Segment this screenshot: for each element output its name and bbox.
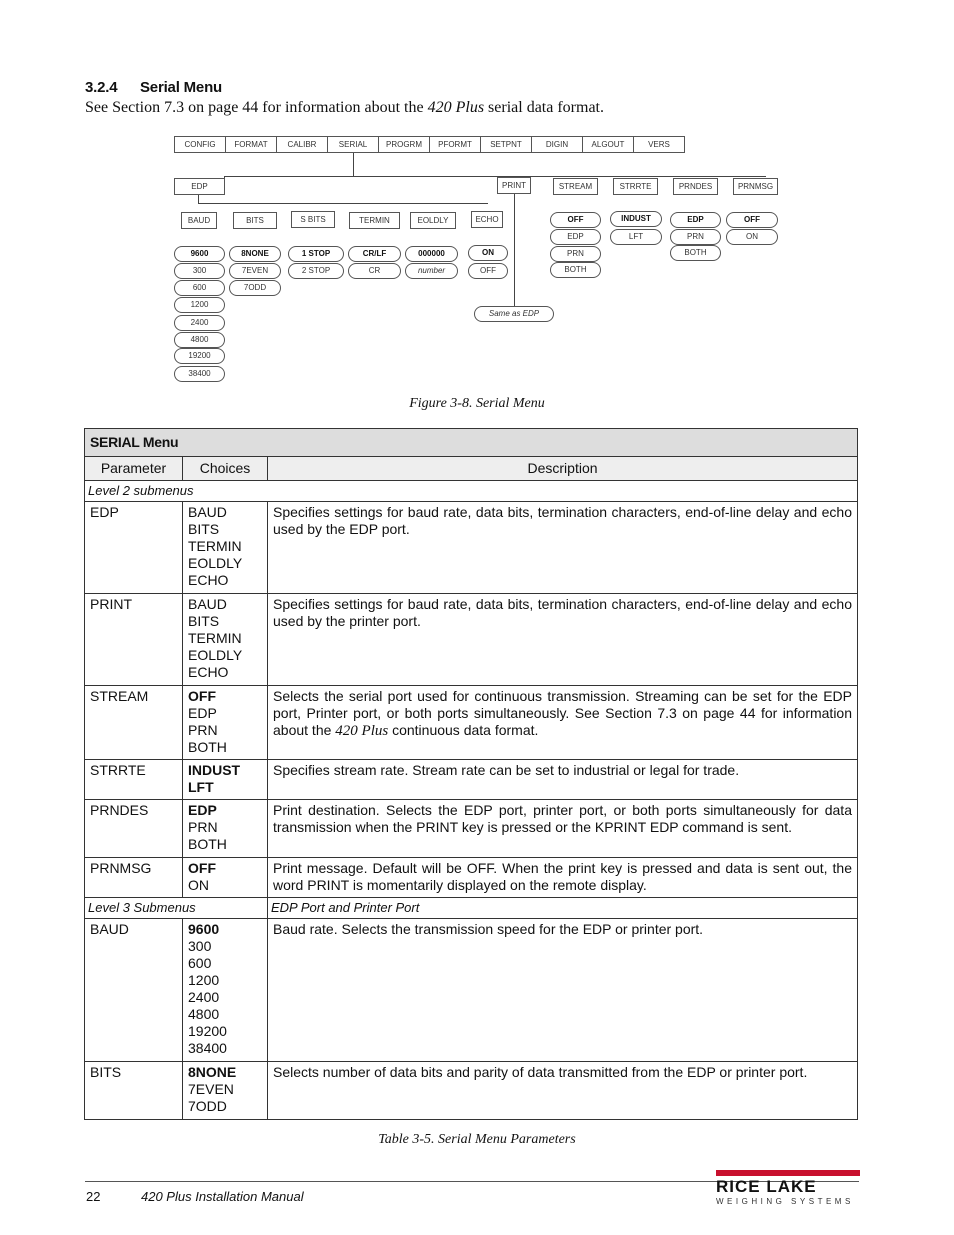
logo-name: RICE LAKE bbox=[716, 1177, 817, 1196]
choice: EOLDLY bbox=[188, 555, 243, 571]
description-text-end: continuous data format. bbox=[388, 722, 539, 738]
level2-strrte: STRRTE bbox=[613, 178, 658, 195]
choices-cell bbox=[183, 800, 268, 858]
description-text: Selects the serial port used for continuous transmission. Streaming can be set for the EDP port, Printer port, or both ports simultaneously. See Section 7.3 on page 44 for information about the bbox=[273, 688, 852, 738]
table-row bbox=[85, 594, 858, 686]
level3-sbits: S BITS bbox=[291, 211, 335, 228]
connector-line bbox=[224, 176, 766, 177]
menu-config: CONFIG bbox=[174, 136, 226, 153]
menu-format: FORMAT bbox=[225, 136, 277, 153]
manual-title: 420 Plus Installation Manual bbox=[141, 1189, 304, 1204]
prndes-option: BOTH bbox=[670, 245, 721, 261]
stream-option: EDP bbox=[550, 229, 601, 245]
header-description: Description bbox=[268, 457, 858, 481]
level2-edp: EDP bbox=[174, 178, 225, 195]
sbits-option: 1 STOP bbox=[288, 246, 344, 262]
choice-default: LFT bbox=[188, 779, 214, 795]
rice-lake-logo bbox=[716, 1170, 860, 1206]
table-row bbox=[85, 502, 858, 594]
baud-option: 2400 bbox=[174, 315, 225, 331]
choice: BITS bbox=[188, 613, 220, 629]
table-header-row bbox=[85, 457, 858, 481]
choice: EDP bbox=[188, 705, 217, 721]
strrte-option: LFT bbox=[610, 229, 662, 245]
level3-termin: TERMIN bbox=[349, 212, 400, 229]
table-row bbox=[85, 800, 858, 858]
echo-option: ON bbox=[468, 245, 508, 261]
description-cell: Specifies settings for baud rate, data bits, termination characters, end-of-line delay and echo used by the EDP port. bbox=[268, 502, 858, 594]
table-title-row bbox=[85, 429, 858, 457]
choice-default: 9600 bbox=[188, 921, 220, 937]
strrte-option: INDUST bbox=[610, 211, 662, 227]
choice: 1200 bbox=[188, 972, 220, 988]
logo-bar bbox=[716, 1170, 860, 1176]
baud-option: 19200 bbox=[174, 348, 225, 364]
bits-option: 8NONE bbox=[229, 246, 281, 262]
choice-default: INDUST bbox=[188, 762, 241, 778]
choice: 7ODD bbox=[188, 1098, 227, 1114]
menu-setpnt: SETPNT bbox=[480, 136, 532, 153]
baud-option: 600 bbox=[174, 280, 225, 296]
choice: BAUD bbox=[188, 596, 227, 612]
connector-line bbox=[198, 203, 488, 204]
choice: TERMIN bbox=[188, 630, 242, 646]
prndes-option: EDP bbox=[670, 212, 721, 228]
choice: 600 bbox=[188, 955, 212, 971]
param-cell: PRNMSG bbox=[85, 858, 183, 898]
description-cell: Selects number of data bits and parity of data transmitted from the EDP or printer port. bbox=[268, 1062, 858, 1120]
stream-option: OFF bbox=[550, 212, 601, 228]
choice: 38400 bbox=[188, 1040, 227, 1056]
menu-progrm: PROGRM bbox=[378, 136, 430, 153]
level2-prndes: PRNDES bbox=[673, 178, 718, 195]
connector-line bbox=[353, 153, 354, 177]
description-cell bbox=[268, 686, 858, 760]
level2-label: Level 2 submenus bbox=[85, 481, 858, 502]
param-cell: BAUD bbox=[85, 919, 183, 1062]
choices-cell bbox=[183, 594, 268, 686]
table-row bbox=[85, 686, 858, 760]
page-number: 22 bbox=[86, 1189, 101, 1204]
description-cell: Specifies settings for baud rate, data bits, termination characters, end-of-line delay and echo used by the printer port. bbox=[268, 594, 858, 686]
section-heading bbox=[85, 79, 222, 96]
bits-option: 7ODD bbox=[229, 280, 281, 296]
choice: BOTH bbox=[188, 739, 227, 755]
baud-option: 300 bbox=[174, 263, 225, 279]
choice-default: 8NONE bbox=[188, 1064, 237, 1080]
choices-cell bbox=[183, 858, 268, 898]
level3-description: EDP Port and Printer Port bbox=[268, 898, 858, 919]
level3-bits: BITS bbox=[233, 212, 277, 229]
choice: PRN bbox=[188, 722, 218, 738]
choice: 7EVEN bbox=[188, 1081, 234, 1097]
choice: ECHO bbox=[188, 664, 229, 680]
header-parameter: Parameter bbox=[85, 457, 183, 481]
description-product-name: 420 Plus bbox=[335, 723, 389, 739]
baud-option: 4800 bbox=[174, 332, 225, 348]
intro-paragraph bbox=[85, 99, 604, 117]
level2-prnmsg: PRNMSG bbox=[733, 178, 778, 195]
figure-caption: Figure 3-8. Serial Menu bbox=[409, 396, 545, 411]
choices-cell bbox=[183, 686, 268, 760]
intro-product-name: 420 Plus bbox=[427, 99, 485, 116]
param-cell: STRRTE bbox=[85, 760, 183, 800]
param-cell: PRNDES bbox=[85, 800, 183, 858]
bits-option: 7EVEN bbox=[229, 263, 281, 279]
sbits-option: 2 STOP bbox=[288, 263, 344, 279]
termin-option: CR/LF bbox=[348, 246, 401, 262]
description-cell: Print message. Default will be OFF. When the print key is pressed and data is sent out, the word PRINT is momentarily displayed on the remote display. bbox=[268, 858, 858, 898]
baud-option: 1200 bbox=[174, 297, 225, 313]
choice: BITS bbox=[188, 521, 220, 537]
table-row bbox=[85, 919, 858, 1062]
choice: TERMIN bbox=[188, 538, 242, 554]
menu-algout: ALGOUT bbox=[582, 136, 634, 153]
choice: ECHO bbox=[188, 572, 229, 588]
table-subheader-row bbox=[85, 481, 858, 502]
choice: 4800 bbox=[188, 1006, 220, 1022]
prnmsg-option: ON bbox=[726, 229, 778, 245]
logo-tagline: WEIGHING SYSTEMS bbox=[716, 1197, 854, 1206]
header-choices: Choices bbox=[183, 457, 268, 481]
level3-label: Level 3 Submenus bbox=[85, 898, 268, 919]
same-as-edp-note: Same as EDP bbox=[474, 306, 554, 322]
eoldly-option: 000000 bbox=[405, 246, 458, 262]
choice: 300 bbox=[188, 938, 212, 954]
table-row bbox=[85, 858, 858, 898]
choices-cell bbox=[183, 760, 268, 800]
menu-pformt: PFORMT bbox=[429, 136, 481, 153]
menu-serial: SERIAL bbox=[327, 136, 379, 153]
stream-option: PRN bbox=[550, 246, 601, 262]
level2-print: PRINT bbox=[497, 177, 531, 194]
choice: ON bbox=[188, 877, 209, 893]
table-row bbox=[85, 760, 858, 800]
section-title: Serial Menu bbox=[140, 79, 222, 96]
choice: BOTH bbox=[188, 836, 227, 852]
description-cell: Baud rate. Selects the transmission speed for the EDP or printer port. bbox=[268, 919, 858, 1062]
choices-cell bbox=[183, 919, 268, 1062]
connector-line bbox=[514, 194, 515, 306]
choices-cell bbox=[183, 502, 268, 594]
param-cell: STREAM bbox=[85, 686, 183, 760]
menu-digin: DIGIN bbox=[531, 136, 583, 153]
serial-menu-table bbox=[84, 428, 858, 1120]
choice-default: EDP bbox=[188, 802, 217, 818]
section-number: 3.2.4 bbox=[85, 79, 118, 96]
choice-default: OFF bbox=[188, 860, 216, 876]
choice: EOLDLY bbox=[188, 647, 243, 663]
choice: 2400 bbox=[188, 989, 220, 1005]
table-row bbox=[85, 1062, 858, 1120]
choice: BAUD bbox=[188, 504, 227, 520]
choice-default: OFF bbox=[188, 688, 216, 704]
table-caption: Table 3-5. Serial Menu Parameters bbox=[378, 1132, 576, 1147]
baud-option: 9600 bbox=[174, 246, 225, 262]
termin-option: CR bbox=[348, 263, 401, 279]
level2-stream: STREAM bbox=[553, 178, 598, 195]
echo-option: OFF bbox=[468, 263, 508, 279]
menu-vers: VERS bbox=[633, 136, 685, 153]
choices-cell bbox=[183, 1062, 268, 1120]
table-subheader-row bbox=[85, 898, 858, 919]
intro-text-end: serial data format. bbox=[484, 99, 604, 116]
param-cell: BITS bbox=[85, 1062, 183, 1120]
table-title: SERIAL Menu bbox=[85, 429, 858, 457]
description-cell: Specifies stream rate. Stream rate can be set to industrial or legal for trade. bbox=[268, 760, 858, 800]
level3-baud: BAUD bbox=[181, 212, 217, 229]
menu-calibr: CALIBR bbox=[276, 136, 328, 153]
intro-text: See Section 7.3 on page 44 for information about the bbox=[85, 99, 428, 116]
prndes-option: PRN bbox=[670, 229, 721, 245]
param-cell: EDP bbox=[85, 502, 183, 594]
choice: 19200 bbox=[188, 1023, 227, 1039]
eoldly-option: number bbox=[405, 263, 458, 279]
description-cell: Print destination. Selects the EDP port, printer port, or both ports simultaneously for data transmission when the PRINT key is pressed or the KPRINT EDP command is sent. bbox=[268, 800, 858, 858]
level3-echo: ECHO bbox=[471, 211, 503, 228]
param-cell: PRINT bbox=[85, 594, 183, 686]
choice: PRN bbox=[188, 819, 218, 835]
baud-option: 38400 bbox=[174, 366, 225, 382]
prnmsg-option: OFF bbox=[726, 212, 778, 228]
stream-option: BOTH bbox=[550, 262, 601, 278]
level3-eoldly: EOLDLY bbox=[410, 212, 456, 229]
